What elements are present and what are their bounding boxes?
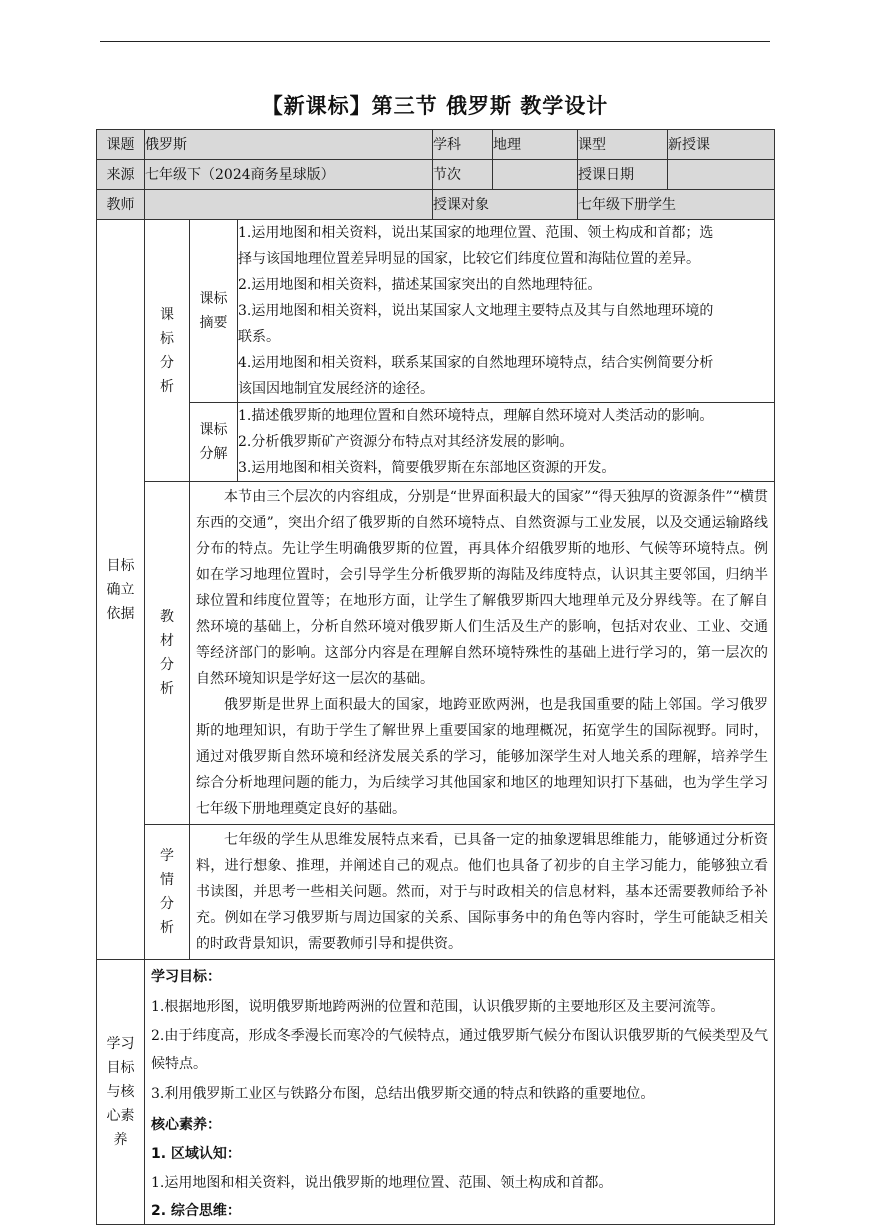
learner-analysis-text: 七年级的学生从思维发展特点来看，已具备一定的抽象逻辑思维能力，能够通过分析资料，进行想象、推理，并阐述自己的观点。他们也具备了初步的自主学习能力，能够独立看书读图，并思考一些相关问题。然而，对于与时政相关的信息材料，基本还需要教师给予补充。例如在学习俄罗斯与周边国家的关系、国际事务中的角色等内容时，学生可能缺乏相关的时政背景知识，需要教师引导和提供资。 [190, 825, 775, 960]
header-rule [100, 41, 770, 42]
textbook-analysis-row [97, 482, 775, 825]
label-teacher: 教师 [97, 190, 145, 220]
goal-basis-label: 目标 确立 依据 [97, 220, 145, 960]
label-lesson-type: 课型 [578, 130, 668, 160]
learner-analysis-label: 学 情 分 析 [145, 825, 190, 960]
value-teaching-date [668, 160, 775, 190]
core-heading: 2. 综合思维： [151, 1203, 241, 1219]
curriculum-summary-label: 课标 摘要 [190, 220, 238, 403]
value-teacher [145, 190, 433, 220]
objectives-content [145, 960, 775, 1225]
value-source: 七年级下（2024商务星球版） [145, 160, 433, 190]
label-period: 节次 [433, 160, 493, 190]
label-audience: 授课对象 [433, 190, 578, 220]
goal-item: 2.由于纬度高，形成冬季漫长而寒冷的气候特点，通过俄罗斯气候分布图认识俄罗斯的气候类型及气候特点。 [151, 1028, 769, 1072]
core-title: 核心素养： [151, 1117, 221, 1133]
curriculum-breakdown-text: 1.描述俄罗斯的地理位置和自然环境特点，理解自然环境对人类活动的影响。 2.分析俄罗斯矿产资源分布特点对其经济发展的影响。 3.运用地图和相关资料，简要俄罗斯在东部地区资源的开发。 [238, 403, 775, 482]
label-teaching-date: 授课日期 [578, 160, 668, 190]
core-text: 1.运用地图和相关资料，说出俄罗斯的地理位置、范围、领土构成和首都。 [151, 1175, 613, 1191]
curriculum-summary-text: 1.运用地图和相关资料，说出某国家的地理位置、范围、领土构成和首都；选 择与该国地理位置差异明显的国家，比较它们纬度位置和海陆位置的差异。 2.运用地图和相关资料，描述某国家突出的自然地理特征。 3.运用地图和相关资料，说出某国家人文地理主要特点及其与自然地理环境的 联系。 4.运用地图和相关资料，联系某国家的自然地理环境特点，结合实例简要分析 该国因地制宜发展经济的途径。 [238, 220, 775, 403]
curriculum-breakdown-row [97, 403, 775, 482]
curriculum-breakdown-label: 课标 分解 [190, 403, 238, 482]
curriculum-summary-row [97, 220, 775, 403]
lesson-design-table [96, 129, 775, 1225]
objectives-label: 学习 目标 与核 心素 养 [97, 960, 145, 1225]
goals-title: 学习目标： [151, 969, 221, 985]
goal-item: 3.利用俄罗斯工业区与铁路分布图，总结出俄罗斯交通的特点和铁路的重要地位。 [151, 1086, 655, 1102]
core-heading: 1. 区域认知： [151, 1146, 241, 1162]
header-row-3 [97, 190, 775, 220]
curriculum-analysis-label: 课 标 分 析 [145, 220, 190, 482]
textbook-analysis-label: 教 材 分 析 [145, 482, 190, 825]
value-topic: 俄罗斯 [145, 130, 433, 160]
label-topic: 课题 [97, 130, 145, 160]
value-lesson-type: 新授课 [668, 130, 775, 160]
value-period [493, 160, 578, 190]
textbook-analysis-text: 本节由三个层次的内容组成，分别是“世界面积最大的国家”“得天独厚的资源条件”“横贯东西的交通”，突出介绍了俄罗斯的自然环境特点、自然资源与工业发展，以及交通运输路线分布的特点。先让学生明确俄罗斯的位置，再具体介绍俄罗斯的地形、气候等环境特点。例如在学习地理位置时，会引导学生分析俄罗斯的海陆及纬度特点，认识其主要邻国，归纳半球位置和纬度位置等；在地形方面，让学生了解俄罗斯四大地理单元及分界线等。在了解自然环境的基础上，分析自然环境对俄罗斯人们生活及生产的影响，包括对农业、工业、交通等经济部门的影响。这部分内容是在理解自然环境特殊性的基础上进行学习的，第一层次的自然环境知识是学好这一层次的基础。 俄罗斯是世界上面积最大的国家，地跨亚欧两洲，也是我国重要的陆上邻国。学习俄罗斯的地理知识，有助于学生了解世界上重要国家的地理概况，拓宽学生的国际视野。同时，通过对俄罗斯自然环境和经济发展关系的学习，能够加深学生对人地关系的理解，培养学生综合分析地理问题的能力，为后续学习其他国家和地区的地理知识打下基础，也为学生学习七年级下册地理奠定良好的基础。 [190, 482, 775, 825]
goal-item: 1.根据地形图，说明俄罗斯地跨两洲的位置和范围，认识俄罗斯的主要地形区及主要河流等。 [151, 999, 725, 1015]
learner-analysis-row [97, 825, 775, 960]
objectives-row [97, 960, 775, 1225]
value-audience: 七年级下册学生 [578, 190, 775, 220]
header-row-1 [97, 130, 775, 160]
value-subject: 地理 [493, 130, 578, 160]
label-source: 来源 [97, 160, 145, 190]
page-title: 【新课标】第三节 俄罗斯 教学设计 [261, 94, 609, 118]
header-row-2 [97, 160, 775, 190]
label-subject: 学科 [433, 130, 493, 160]
